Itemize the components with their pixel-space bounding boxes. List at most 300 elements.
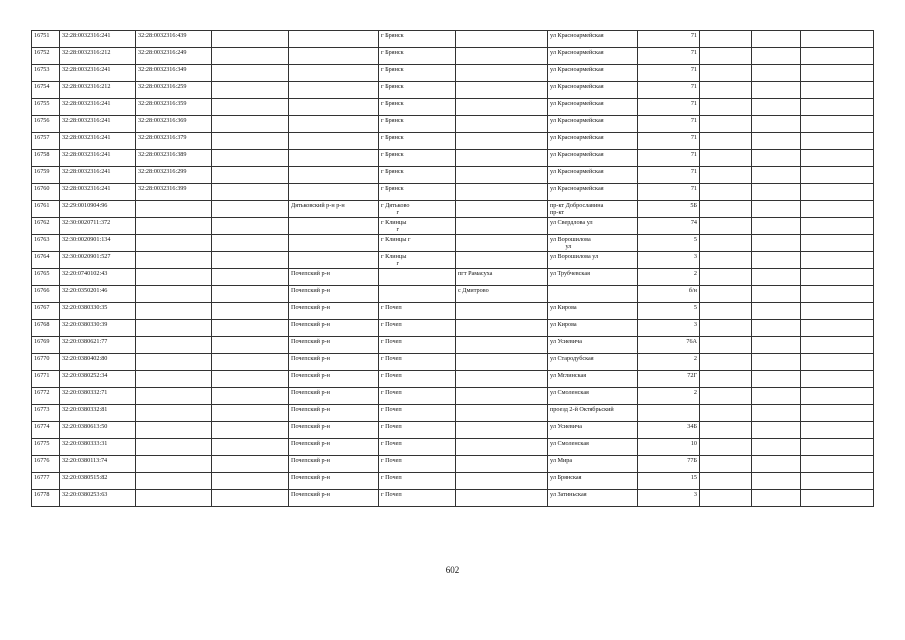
house-number-cell: 5Б <box>638 201 700 218</box>
table-row <box>32 99 874 116</box>
empty-cell <box>212 99 289 116</box>
empty-cell <box>752 371 801 388</box>
settlement-cell <box>456 167 548 184</box>
street-cell: ул Красноармейская <box>548 150 638 167</box>
cadastral-number-cell: 32:20:0380332:81 <box>60 405 136 422</box>
empty-cell <box>700 303 752 320</box>
cadastral-number-cell: 32:28:0032316:241 <box>60 31 136 48</box>
cadastral-number-cell: 32:30:0020711:372 <box>60 218 136 235</box>
empty-cell <box>700 286 752 303</box>
empty-cell <box>212 133 289 150</box>
empty-cell <box>700 48 752 65</box>
table-row <box>32 218 874 235</box>
empty-cell <box>212 388 289 405</box>
empty-cell <box>700 422 752 439</box>
district-cell <box>289 65 379 82</box>
empty-cell <box>752 388 801 405</box>
table-row <box>32 388 874 405</box>
object-cadastral-number-cell <box>136 303 212 320</box>
city-cell: г Клинцы г <box>379 218 456 235</box>
empty-cell <box>801 422 874 439</box>
empty-cell <box>801 337 874 354</box>
house-number-cell: 5 <box>638 235 700 252</box>
empty-cell <box>212 48 289 65</box>
empty-cell <box>752 303 801 320</box>
empty-cell <box>700 65 752 82</box>
city-cell: г Брянск <box>379 82 456 99</box>
table-row <box>32 65 874 82</box>
street-cell: ул Красноармейская <box>548 99 638 116</box>
register-table-body <box>32 31 874 507</box>
empty-cell <box>212 371 289 388</box>
district-cell: Почепский р-н <box>289 490 379 507</box>
house-number-cell: 71 <box>638 82 700 99</box>
empty-cell <box>700 99 752 116</box>
house-number-cell: 71 <box>638 48 700 65</box>
district-cell <box>289 252 379 269</box>
empty-cell <box>801 371 874 388</box>
empty-cell <box>700 490 752 507</box>
settlement-cell <box>456 150 548 167</box>
row-number-cell: 16775 <box>32 439 60 456</box>
empty-cell <box>212 218 289 235</box>
empty-cell <box>700 218 752 235</box>
district-cell: Почепский р-н <box>289 422 379 439</box>
house-number-cell: 77Б <box>638 456 700 473</box>
empty-cell <box>700 235 752 252</box>
empty-cell <box>752 456 801 473</box>
table-row <box>32 235 874 252</box>
city-cell: г Дятьково г <box>379 201 456 218</box>
table-row <box>32 320 874 337</box>
table-row <box>32 269 874 286</box>
house-number-cell: 3 <box>638 252 700 269</box>
cadastral-number-cell: 32:28:0032316:241 <box>60 65 136 82</box>
table-row <box>32 439 874 456</box>
row-number-cell: 16754 <box>32 82 60 99</box>
street-cell: пр-кт Доброславина пр-кт <box>548 201 638 218</box>
settlement-cell <box>456 201 548 218</box>
city-cell: г Клинцы г <box>379 252 456 269</box>
district-cell <box>289 99 379 116</box>
street-cell: ул Затиньская <box>548 490 638 507</box>
district-cell: Почепский р-н <box>289 388 379 405</box>
empty-cell <box>801 99 874 116</box>
table-row <box>32 354 874 371</box>
empty-cell <box>700 371 752 388</box>
empty-cell <box>801 235 874 252</box>
empty-cell <box>212 286 289 303</box>
table-row <box>32 167 874 184</box>
object-cadastral-number-cell <box>136 456 212 473</box>
settlement-cell <box>456 354 548 371</box>
row-number-cell: 16759 <box>32 167 60 184</box>
row-number-cell: 16757 <box>32 133 60 150</box>
settlement-cell <box>456 116 548 133</box>
house-number-cell: 15 <box>638 473 700 490</box>
empty-cell <box>700 320 752 337</box>
house-number-cell: 71 <box>638 150 700 167</box>
house-number-cell: 71 <box>638 65 700 82</box>
table-row <box>32 31 874 48</box>
empty-cell <box>700 31 752 48</box>
empty-cell <box>700 133 752 150</box>
object-cadastral-number-cell: 32:28:0032316:259 <box>136 82 212 99</box>
district-cell <box>289 82 379 99</box>
empty-cell <box>212 82 289 99</box>
street-cell: ул Ворошилова ул <box>548 252 638 269</box>
row-number-cell: 16774 <box>32 422 60 439</box>
empty-cell <box>752 422 801 439</box>
street-cell: ул Мира <box>548 456 638 473</box>
cadastral-number-cell: 32:20:0380332:71 <box>60 388 136 405</box>
city-cell: г Брянск <box>379 65 456 82</box>
empty-cell <box>212 456 289 473</box>
settlement-cell <box>456 490 548 507</box>
district-cell: Почепский р-н <box>289 439 379 456</box>
table-row <box>32 184 874 201</box>
settlement-cell <box>456 320 548 337</box>
empty-cell <box>212 252 289 269</box>
empty-cell <box>801 65 874 82</box>
object-cadastral-number-cell: 32:28:0032316:439 <box>136 31 212 48</box>
empty-cell <box>752 286 801 303</box>
empty-cell <box>212 167 289 184</box>
house-number-cell: 71 <box>638 116 700 133</box>
page-number: 602 <box>445 565 460 575</box>
settlement-cell <box>456 48 548 65</box>
cadastral-number-cell: 32:20:0740102:43 <box>60 269 136 286</box>
street-cell: ул Усиевича <box>548 422 638 439</box>
district-cell <box>289 150 379 167</box>
table-row <box>32 303 874 320</box>
row-number-cell: 16762 <box>32 218 60 235</box>
empty-cell <box>752 473 801 490</box>
district-cell <box>289 116 379 133</box>
city-cell: г Брянск <box>379 167 456 184</box>
empty-cell <box>801 116 874 133</box>
table-row <box>32 286 874 303</box>
district-cell: Почепский р-н <box>289 269 379 286</box>
row-number-cell: 16765 <box>32 269 60 286</box>
cadastral-number-cell: 32:20:0380113:74 <box>60 456 136 473</box>
cadastral-number-cell: 32:30:0020901:527 <box>60 252 136 269</box>
empty-cell <box>700 167 752 184</box>
street-cell: ул Трубчевская <box>548 269 638 286</box>
settlement-cell <box>456 31 548 48</box>
settlement-cell <box>456 252 548 269</box>
object-cadastral-number-cell <box>136 439 212 456</box>
empty-cell <box>212 235 289 252</box>
city-cell: г Брянск <box>379 150 456 167</box>
district-cell: Почепский р-н <box>289 371 379 388</box>
object-cadastral-number-cell <box>136 286 212 303</box>
empty-cell <box>700 473 752 490</box>
house-number-cell: 34Б <box>638 422 700 439</box>
empty-cell <box>212 31 289 48</box>
settlement-cell: пгт Рамасуха <box>456 269 548 286</box>
empty-cell <box>752 201 801 218</box>
cadastral-number-cell: 32:30:0020901:134 <box>60 235 136 252</box>
city-cell: г Почеп <box>379 405 456 422</box>
empty-cell <box>212 405 289 422</box>
table-row <box>32 82 874 99</box>
city-cell: г Почеп <box>379 473 456 490</box>
settlement-cell <box>456 405 548 422</box>
house-number-cell: 71 <box>638 133 700 150</box>
district-cell <box>289 184 379 201</box>
cadastral-number-cell: 32:28:0032316:241 <box>60 150 136 167</box>
empty-cell <box>752 218 801 235</box>
street-cell: ул Красноармейская <box>548 116 638 133</box>
city-cell: г Клинцы г <box>379 235 456 252</box>
object-cadastral-number-cell <box>136 405 212 422</box>
house-number-cell <box>638 405 700 422</box>
empty-cell <box>752 320 801 337</box>
district-cell: Почепский р-н <box>289 337 379 354</box>
cadastral-number-cell: 32:20:0380252:34 <box>60 371 136 388</box>
settlement-cell <box>456 303 548 320</box>
row-number-cell: 16767 <box>32 303 60 320</box>
settlement-cell <box>456 218 548 235</box>
row-number-cell: 16764 <box>32 252 60 269</box>
street-cell: ул Ворошилова ул <box>548 235 638 252</box>
empty-cell <box>212 439 289 456</box>
district-cell: Почепский р-н <box>289 286 379 303</box>
object-cadastral-number-cell: 32:28:0032316:359 <box>136 99 212 116</box>
row-number-cell: 16753 <box>32 65 60 82</box>
empty-cell <box>752 439 801 456</box>
city-cell: г Почеп <box>379 439 456 456</box>
district-cell <box>289 235 379 252</box>
empty-cell <box>212 473 289 490</box>
house-number-cell: 3 <box>638 490 700 507</box>
street-cell: ул Брянская <box>548 473 638 490</box>
settlement-cell <box>456 456 548 473</box>
cadastral-number-cell: 32:28:0032316:241 <box>60 133 136 150</box>
empty-cell <box>212 116 289 133</box>
empty-cell <box>752 405 801 422</box>
empty-cell <box>801 82 874 99</box>
object-cadastral-number-cell <box>136 235 212 252</box>
row-number-cell: 16772 <box>32 388 60 405</box>
cadastral-number-cell: 32:28:0032316:241 <box>60 99 136 116</box>
district-cell: Почепский р-н <box>289 473 379 490</box>
row-number-cell: 16756 <box>32 116 60 133</box>
house-number-cell: 71 <box>638 99 700 116</box>
house-number-cell: 76А <box>638 337 700 354</box>
empty-cell <box>700 354 752 371</box>
empty-cell <box>801 456 874 473</box>
table-row <box>32 473 874 490</box>
empty-cell <box>700 116 752 133</box>
cadastral-number-cell: 32:20:0380253:63 <box>60 490 136 507</box>
row-number-cell: 16758 <box>32 150 60 167</box>
house-number-cell: 72Г <box>638 371 700 388</box>
city-cell: г Почеп <box>379 422 456 439</box>
settlement-cell <box>456 371 548 388</box>
city-cell: г Почеп <box>379 320 456 337</box>
empty-cell <box>801 167 874 184</box>
city-cell: г Брянск <box>379 184 456 201</box>
cadastral-number-cell: 32:29:0010904:96 <box>60 201 136 218</box>
city-cell: г Почеп <box>379 490 456 507</box>
empty-cell <box>752 116 801 133</box>
settlement-cell <box>456 184 548 201</box>
empty-cell <box>752 235 801 252</box>
empty-cell <box>700 201 752 218</box>
empty-cell <box>801 405 874 422</box>
cadastral-number-cell: 32:20:0380613:50 <box>60 422 136 439</box>
settlement-cell <box>456 388 548 405</box>
district-cell <box>289 218 379 235</box>
object-cadastral-number-cell: 32:28:0032316:369 <box>136 116 212 133</box>
street-cell: ул Кирова <box>548 320 638 337</box>
empty-cell <box>801 439 874 456</box>
city-cell: г Почеп <box>379 371 456 388</box>
city-cell: г Брянск <box>379 31 456 48</box>
empty-cell <box>801 303 874 320</box>
street-cell: ул Красноармейская <box>548 65 638 82</box>
empty-cell <box>752 184 801 201</box>
cadastral-number-cell: 32:20:0350201:46 <box>60 286 136 303</box>
cadastral-number-cell: 32:20:0380333:31 <box>60 439 136 456</box>
district-cell: Почепский р-н <box>289 320 379 337</box>
row-number-cell: 16778 <box>32 490 60 507</box>
settlement-cell <box>456 99 548 116</box>
cadastral-number-cell: 32:28:0032316:241 <box>60 184 136 201</box>
empty-cell <box>801 269 874 286</box>
settlement-cell <box>456 422 548 439</box>
table-row <box>32 490 874 507</box>
cadastral-number-cell: 32:20:0380515:82 <box>60 473 136 490</box>
street-cell: ул Красноармейская <box>548 133 638 150</box>
object-cadastral-number-cell: 32:28:0032316:349 <box>136 65 212 82</box>
district-cell: Почепский р-н <box>289 456 379 473</box>
empty-cell <box>212 269 289 286</box>
empty-cell <box>700 150 752 167</box>
empty-cell <box>801 388 874 405</box>
empty-cell <box>752 99 801 116</box>
house-number-cell: 71 <box>638 184 700 201</box>
street-cell: ул Кирова <box>548 303 638 320</box>
cadastral-number-cell: 32:28:0032316:212 <box>60 48 136 65</box>
row-number-cell: 16761 <box>32 201 60 218</box>
object-cadastral-number-cell <box>136 388 212 405</box>
table-row <box>32 371 874 388</box>
empty-cell <box>801 133 874 150</box>
register-sheet <box>31 30 873 507</box>
empty-cell <box>700 252 752 269</box>
house-number-cell: 2 <box>638 388 700 405</box>
settlement-cell <box>456 82 548 99</box>
empty-cell <box>752 337 801 354</box>
street-cell: ул Красноармейская <box>548 48 638 65</box>
district-cell <box>289 167 379 184</box>
object-cadastral-number-cell <box>136 320 212 337</box>
empty-cell <box>212 354 289 371</box>
empty-cell <box>700 388 752 405</box>
object-cadastral-number-cell <box>136 473 212 490</box>
city-cell: г Брянск <box>379 133 456 150</box>
empty-cell <box>752 133 801 150</box>
settlement-cell <box>456 65 548 82</box>
city-cell: г Брянск <box>379 116 456 133</box>
empty-cell <box>212 303 289 320</box>
empty-cell <box>212 184 289 201</box>
empty-cell <box>801 150 874 167</box>
empty-cell <box>212 337 289 354</box>
empty-cell <box>801 320 874 337</box>
empty-cell <box>801 201 874 218</box>
city-cell <box>379 269 456 286</box>
empty-cell <box>700 82 752 99</box>
cadastral-number-cell: 32:28:0032316:241 <box>60 167 136 184</box>
house-number-cell: 3 <box>638 320 700 337</box>
empty-cell <box>752 354 801 371</box>
cadastral-number-cell: 32:28:0032316:212 <box>60 82 136 99</box>
row-number-cell: 16751 <box>32 31 60 48</box>
table-row <box>32 337 874 354</box>
empty-cell <box>212 201 289 218</box>
city-cell <box>379 286 456 303</box>
table-row <box>32 456 874 473</box>
empty-cell <box>700 337 752 354</box>
house-number-cell: 10 <box>638 439 700 456</box>
table-row <box>32 48 874 65</box>
house-number-cell: 2 <box>638 269 700 286</box>
empty-cell <box>752 150 801 167</box>
row-number-cell: 16771 <box>32 371 60 388</box>
cadastral-number-cell: 32:28:0032316:241 <box>60 116 136 133</box>
city-cell: г Почеп <box>379 388 456 405</box>
street-cell: ул Красноармейская <box>548 31 638 48</box>
row-number-cell: 16770 <box>32 354 60 371</box>
district-cell: Почепский р-н <box>289 354 379 371</box>
city-cell: г Почеп <box>379 354 456 371</box>
row-number-cell: 16763 <box>32 235 60 252</box>
empty-cell <box>700 439 752 456</box>
empty-cell <box>752 31 801 48</box>
empty-cell <box>212 65 289 82</box>
city-cell: г Почеп <box>379 303 456 320</box>
street-cell: ул Усиевича <box>548 337 638 354</box>
empty-cell <box>801 252 874 269</box>
house-number-cell: 71 <box>638 31 700 48</box>
table-row <box>32 422 874 439</box>
street-cell: проезд 2-й Октябрьский <box>548 405 638 422</box>
empty-cell <box>801 490 874 507</box>
object-cadastral-number-cell <box>136 218 212 235</box>
row-number-cell: 16776 <box>32 456 60 473</box>
house-number-cell: 5 <box>638 303 700 320</box>
settlement-cell: с Дмитрово <box>456 286 548 303</box>
object-cadastral-number-cell <box>136 422 212 439</box>
object-cadastral-number-cell: 32:28:0032316:399 <box>136 184 212 201</box>
city-cell: г Почеп <box>379 456 456 473</box>
empty-cell <box>752 269 801 286</box>
street-cell: ул Смоленская <box>548 388 638 405</box>
empty-cell <box>700 269 752 286</box>
house-number-cell: 74 <box>638 218 700 235</box>
street-cell: ул Смоленская <box>548 439 638 456</box>
table-row <box>32 116 874 133</box>
street-cell: ул Красноармейская <box>548 167 638 184</box>
city-cell: г Брянск <box>379 99 456 116</box>
empty-cell <box>700 405 752 422</box>
empty-cell <box>752 490 801 507</box>
object-cadastral-number-cell <box>136 269 212 286</box>
